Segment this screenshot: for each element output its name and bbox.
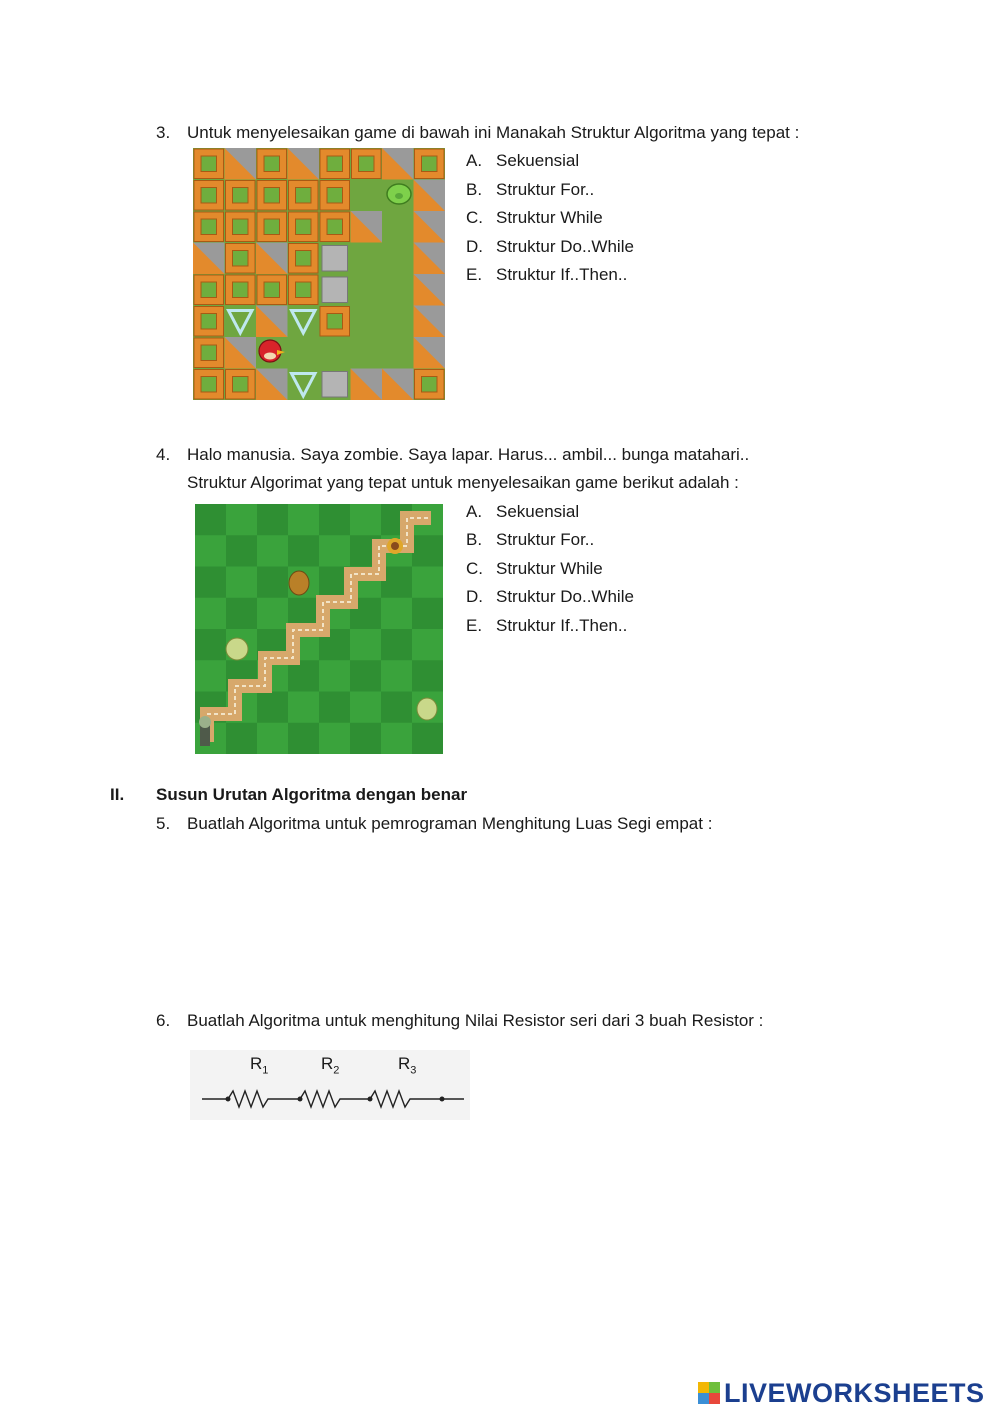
resistor-label-r3: $R_3$ [398,1054,417,1077]
brand-name: LIVEWORKSHEETS [724,1377,985,1408]
resistor-label-r2: $R_2$ [321,1054,340,1077]
q4-option-e[interactable]: E. Struktur If..Then.. [466,616,628,635]
section-title: Susun Urutan Algoritma dengan benar [156,785,468,804]
q3-question-text: Untuk menyelesaikan game di bawah ini Manakah Struktur Algoritma yang tepat : [187,123,800,142]
squash-icon-right [417,698,437,720]
q5-question-text: Buatlah Algoritma untuk pemrograman Menghitung Luas Segi empat : [187,814,713,833]
green-pig-icon [387,184,411,204]
q6-number: 6. [156,1011,171,1030]
q4-option-b[interactable]: B. Struktur For.. [466,530,595,549]
liveworksheets-icon [698,1382,720,1404]
q4-option-c[interactable]: C. Struktur While [466,559,603,578]
maze-game-image [193,148,445,400]
q3-option-b[interactable]: B. Struktur For.. [466,180,595,199]
zombie-game-image [195,504,443,754]
q3-option-c[interactable]: C. Struktur While [466,208,603,227]
sunflower-icon [387,538,403,554]
wallnut-icon [289,571,309,595]
resistor-diagram [190,1050,470,1120]
q4-number: 4. [156,445,171,464]
squash-icon-left [226,638,248,660]
q6-question-text: Buatlah Algoritma untuk menghitung Nilai Resistor seri dari 3 buah Resistor : [187,1011,764,1030]
resistor-label-r1: $R_1$ [250,1054,269,1077]
q4-option-a[interactable]: A. Sekuensial [466,502,580,521]
resistor-r1-zigzag [228,1091,300,1107]
zombie-icon [199,716,211,746]
q3-option-e[interactable]: E. Struktur If..Then.. [466,265,628,284]
q4-option-d[interactable]: D. Struktur Do..While [466,587,634,606]
q4-question-line2: Struktur Algorimat yang tepat untuk menyelesaikan game berikut adalah : [187,473,739,492]
q5-number: 5. [156,814,171,833]
section-numeral: II. [110,785,125,804]
resistor-r3-zigzag [370,1091,464,1107]
liveworksheets-logo[interactable] [698,1378,985,1408]
q3-option-a[interactable]: A. Sekuensial [466,151,580,170]
q3-option-d[interactable]: D. Struktur Do..While [466,237,634,256]
q4-question-line1: Halo manusia. Saya zombie. Saya lapar. Harus... ambil... bunga matahari.. [187,445,750,464]
q3-number: 3. [156,123,171,142]
resistor-r2-zigzag [300,1091,370,1107]
